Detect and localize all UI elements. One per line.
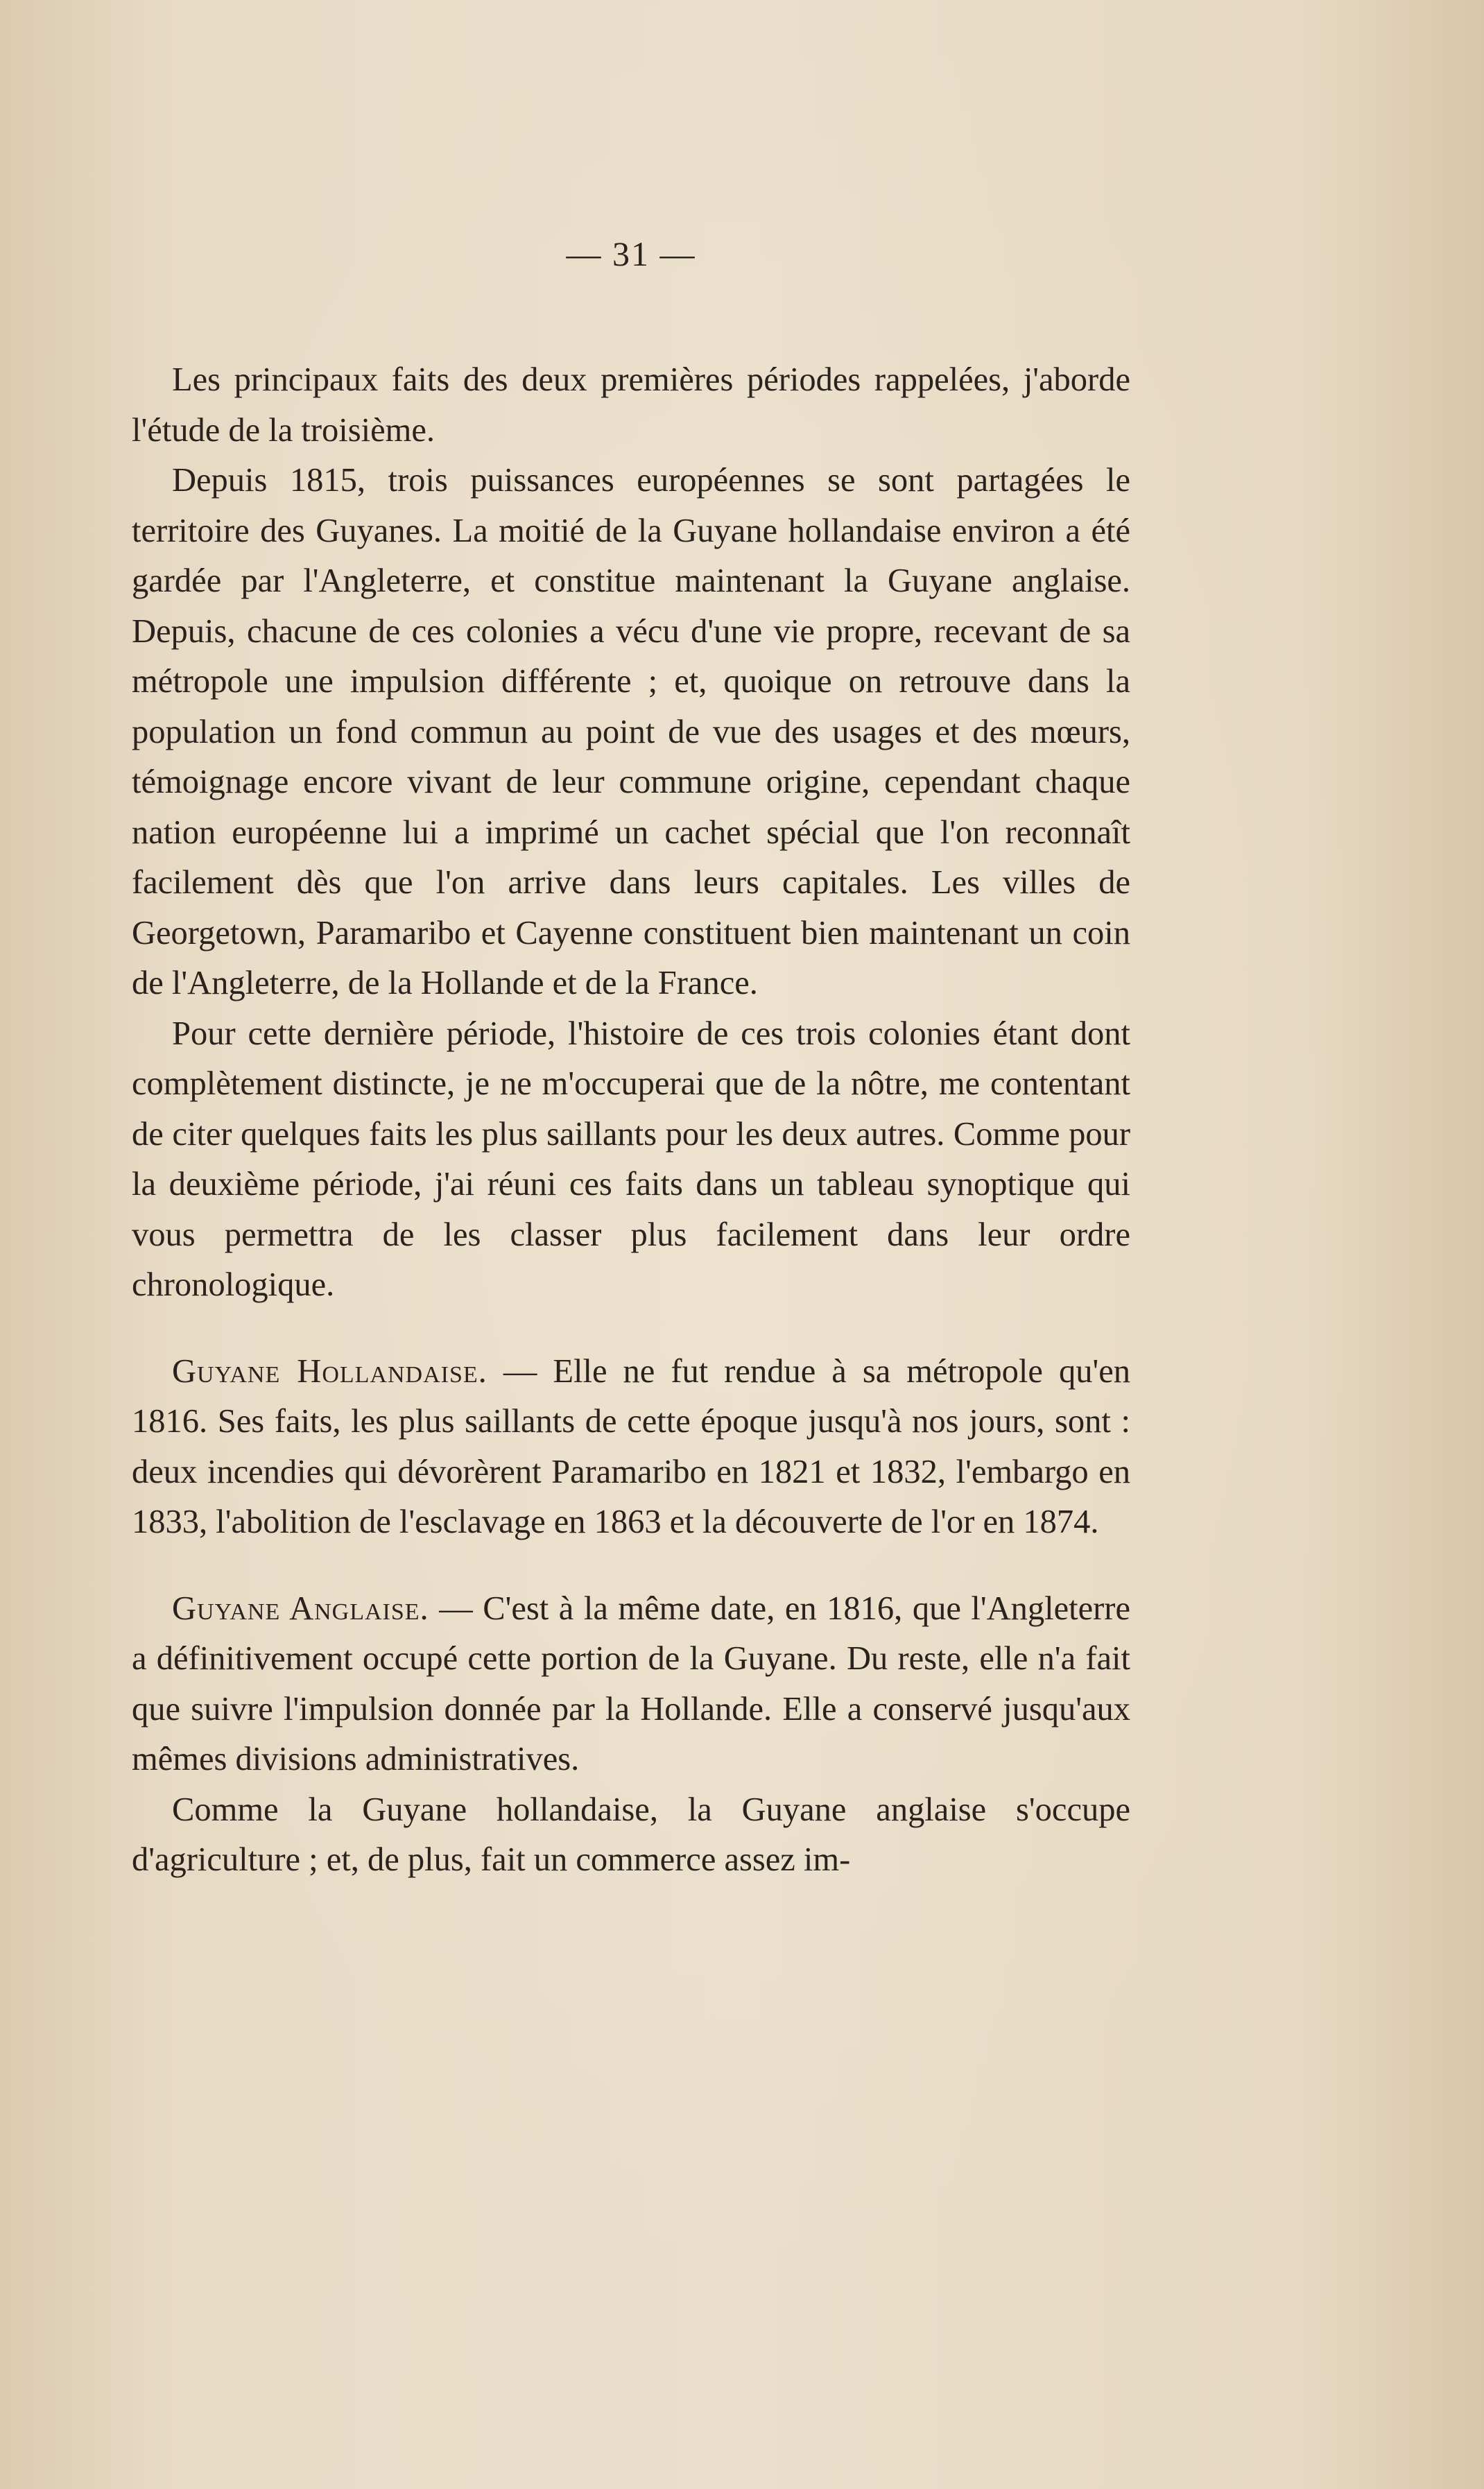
paragraph-text: — Elle ne fut rendue à sa métropole qu'en 1816. Ses faits, les plus saillants de cette époque jusqu'à nos jours, sont : deux incendies qui dévorèrent Paramaribo en 1821 et 1832, l'embargo en 1833, l'abolition de l'esclavage en 1863 et la découverte de l'or en 1874. [132,1352,1131,1540]
section-heading-british-guiana: Guyane Anglaise. [172,1590,429,1627]
paragraph-text: Comme la Guyane hollandaise, la Guyane anglaise s'occupe d'agriculture ; et, de plus, fait un commerce assez im- [132,1791,1130,1878]
paragraph-british-guiana [132,1584,1130,1785]
page-text-block [132,229,1130,1886]
paragraph-agriculture [132,1785,1130,1886]
paragraph-text: — C'est à la même date, en 1816, que l'Angleterre a définitivement occupé cette portion de la Guyane. Du reste, elle n'a fait que suivre l'impulsion donnée par la Hollande. Elle a conservé jusqu'aux mêmes divisions administratives. [132,1590,1130,1777]
paragraph-since-1815 [132,456,1130,1009]
paragraph-intro [132,355,1130,456]
paragraph-text: Depuis 1815, trois puissances européennes se sont partagées le territoire des Guyanes. La moitié de la Guyane hollandaise environ a été gardée par l'Angleterre, et constitue maintenant la Guyane anglaise. Depuis, chacune de ces colonies a vécu d'une vie propre, recevant de sa métropole une impulsion différente ; et, quoique on retrouve dans la population un fond commun au point de vue des usages et des mœurs, témoignage encore vivant de leur commune origine, cependant chaque nation européenne lui a imprimé un cachet spécial que l'on reconnaît facilement dès que l'on arrive dans leurs capitales. Les villes de Georgetown, Paramaribo et Cayenne constituent bien maintenant un coin de l'Angleterre, de la Hollande et de la France. [132,462,1130,1001]
paragraph-text: Les principaux faits des deux premières périodes rappelées, j'aborde l'étude de la troisième. [132,361,1130,449]
page-number: — 31 — [566,234,696,273]
section-heading-dutch-guiana: Guyane Hollandaise. [172,1352,488,1390]
paragraph-last-period [132,1009,1130,1311]
paragraph-text: Pour cette dernière période, l'histoire de ces trois colonies étant dont complètement distincte, je ne m'occuperai que de la nôtre, me contentant de citer quelques faits les plus saillants pour les deux autres. Comme pour la deuxième période, j'ai réuni ces faits dans un tableau synoptique qui vous permettra de les classer plus facilement dans leur ordre chronologique. [132,1015,1130,1303]
paragraph-dutch-guiana [132,1347,1130,1548]
